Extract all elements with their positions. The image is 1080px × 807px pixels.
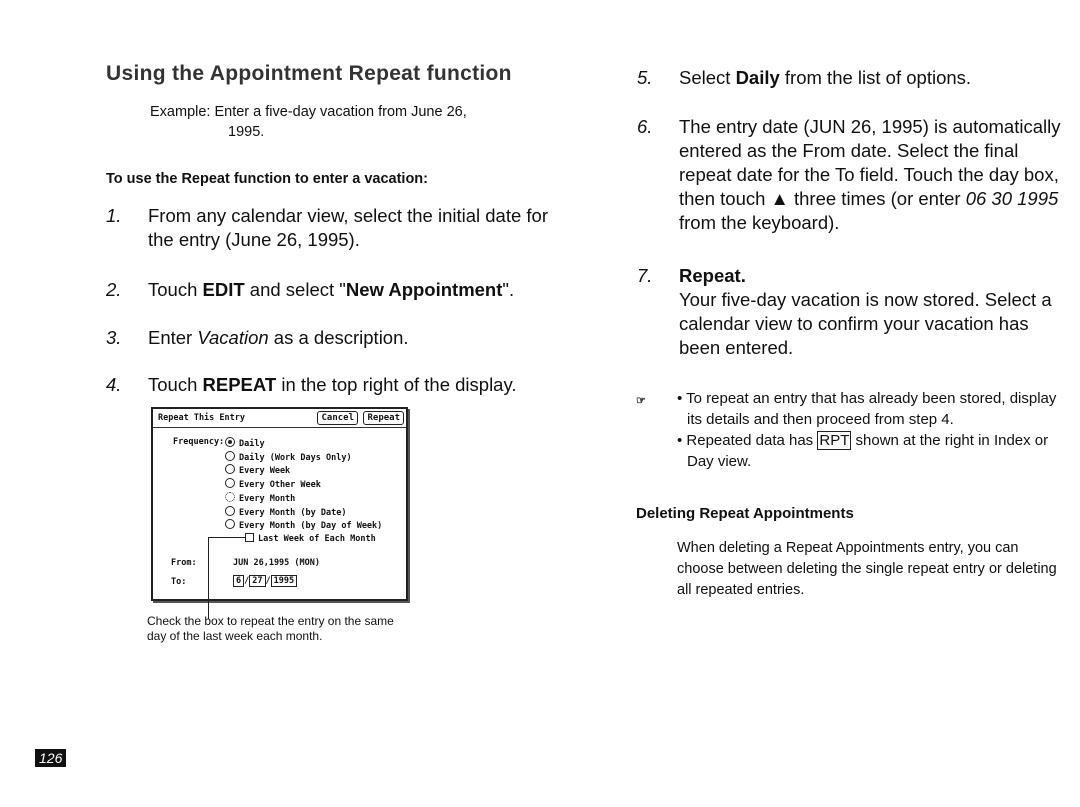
frequency-label: Frequency: bbox=[173, 437, 225, 447]
radio-icon bbox=[225, 451, 235, 461]
figure-caption: Check the box to repeat the entry on the same day of the last week each month. bbox=[147, 614, 394, 643]
step-1: 1. From any calendar view, select the initial date for the entry (June 26, 1995). bbox=[106, 205, 548, 250]
option-every-month[interactable]: Every Month bbox=[225, 492, 382, 506]
to-month-field[interactable]: 6 bbox=[233, 575, 244, 587]
radio-icon bbox=[225, 478, 235, 488]
last-week-checkbox[interactable]: Last Week of Each Month bbox=[245, 533, 376, 544]
step-5: 5. Select Daily from the list of options. bbox=[637, 67, 972, 88]
example-text: Example: Enter a five-day vacation from June 26, 1995. bbox=[150, 104, 467, 140]
radio-icon bbox=[225, 506, 235, 516]
repeat-button[interactable]: Repeat bbox=[363, 411, 404, 425]
pointing-hand-icon: ☞ bbox=[636, 395, 646, 407]
notes: • To repeat an entry that has already been stored, display its details and then proceed from step 4. • Repeated data has RPT shown at the right in Index or Day view. bbox=[677, 390, 1057, 470]
radio-icon bbox=[225, 464, 235, 474]
option-daily[interactable]: Daily bbox=[225, 437, 382, 451]
deleting-heading: Deleting Repeat Appointments bbox=[636, 505, 854, 522]
option-every-week[interactable]: Every Week bbox=[225, 464, 382, 478]
deleting-text: When deleting a Repeat Appointments entry, you can choose between deleting the single repeat entry or deleting all repeated entries. bbox=[677, 540, 1057, 598]
option-every-month-dow[interactable]: Every Month (by Day of Week) bbox=[225, 519, 382, 533]
callout-line bbox=[208, 537, 246, 538]
section-subheading: To use the Repeat function to enter a vacation: bbox=[106, 171, 428, 187]
step-3: 3. Enter Vacation as a description. bbox=[106, 327, 409, 348]
to-label: To: bbox=[171, 577, 187, 587]
to-day-field[interactable]: 27 bbox=[249, 575, 265, 587]
step-7: 7. Repeat. Your five-day vacation is now stored. Select a calendar view to confirm your vacation has been entered. bbox=[637, 265, 1052, 358]
step-4: 4. Touch REPEAT in the top right of the display. bbox=[106, 374, 517, 395]
step-2: 2. Touch EDIT and select "New Appointment". bbox=[106, 279, 515, 300]
page-title: Using the Appointment Repeat function bbox=[106, 62, 512, 85]
to-year-field[interactable]: 1995 bbox=[271, 575, 297, 587]
option-daily-workdays[interactable]: Daily (Work Days Only) bbox=[225, 451, 382, 465]
repeat-dialog bbox=[151, 407, 408, 601]
checkbox-icon bbox=[245, 533, 254, 542]
radio-icon bbox=[225, 519, 235, 529]
cancel-button[interactable]: Cancel bbox=[317, 411, 358, 425]
page-number: 126 bbox=[35, 749, 66, 767]
step-6: 6. The entry date (JUN 26, 1995) is automatically entered as the From date. Select the final repeat date for the To field. Touch the day box, then touch ▲ three times (or enter 06 30 1995 from the keyboard). bbox=[637, 116, 1061, 233]
radio-icon bbox=[225, 492, 235, 502]
option-every-other-week[interactable]: Every Other Week bbox=[225, 478, 382, 492]
from-label: From: bbox=[171, 558, 197, 568]
radio-selected-icon bbox=[225, 437, 235, 447]
option-every-month-date[interactable]: Every Month (by Date) bbox=[225, 506, 382, 520]
rpt-badge: RPT bbox=[819, 432, 850, 449]
from-value: JUN 26,1995 (MON) bbox=[233, 558, 320, 568]
dialog-title: Repeat This Entry bbox=[158, 413, 245, 423]
frequency-options bbox=[225, 437, 382, 533]
to-date-fields: 6 / 27 / 1995 bbox=[233, 575, 297, 587]
dialog-header bbox=[153, 409, 406, 428]
callout-line bbox=[208, 537, 209, 619]
